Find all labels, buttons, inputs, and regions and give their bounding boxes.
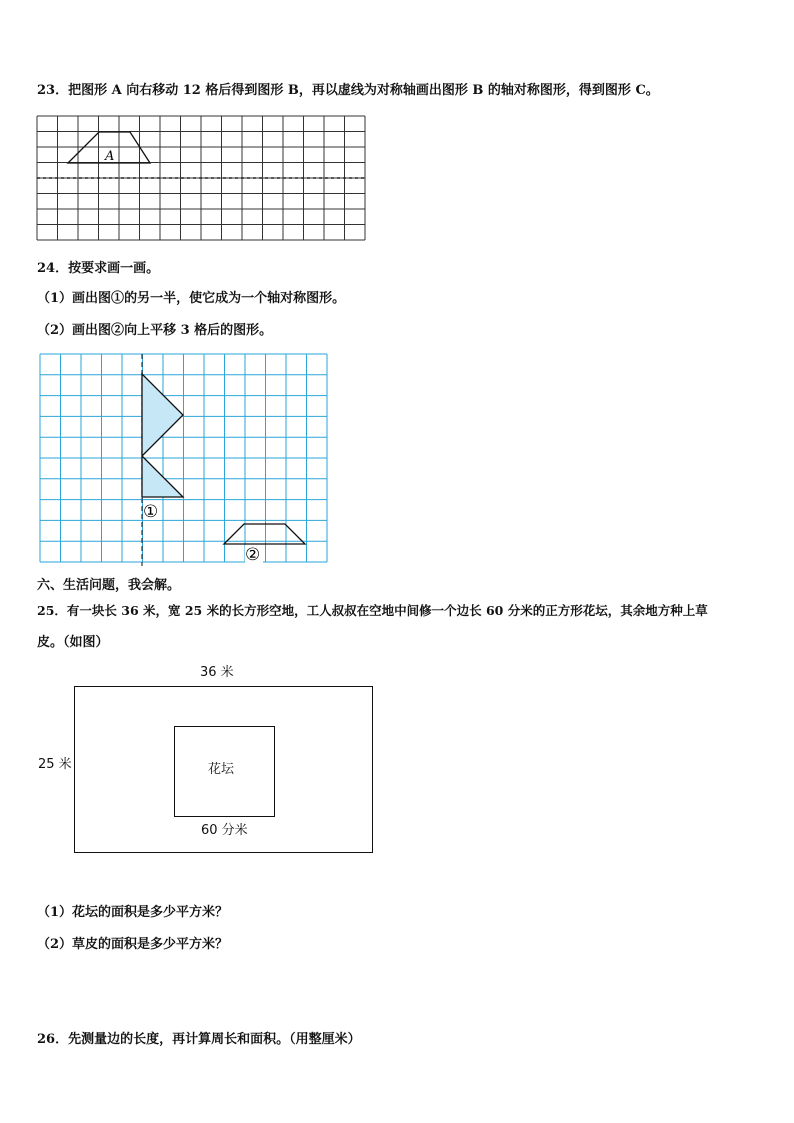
q24-grid-figure [40,354,330,566]
q23-text: 23．把图形 A 向右移动 12 格后得到图形 B，再以虚线为对称轴画出图形 B 的轴对称图形，得到图形 C。 [37,83,659,98]
q25-length-label: 36 米 [200,665,234,680]
q24-sub2-prefix: （2）画出图 [37,323,112,338]
q24-sub2 [37,322,272,340]
q24-sub1-prefix: （1）画出图 [37,291,112,306]
q24-text: 24．按要求画一画。 [37,261,160,276]
q26-text: 26．先测量边的长度，再计算周长和面积。（用整厘米） [37,1032,361,1047]
q25-sub1: （1）花坛的面积是多少平方米？ [37,905,229,920]
q25-text-line2: 皮。（如图） [37,635,109,650]
q23-grid-figure [37,116,367,242]
q25-sub2: （2）草皮的面积是多少平方米？ [37,937,229,952]
q24-sub1 [37,290,345,308]
q24-sub1-suffix: 的另一半，使它成为一个轴对称图形。 [124,291,346,306]
q24-sub1-mark: ① [111,291,125,306]
q24-sub2-suffix: 向上平移 3 格后的图形。 [124,323,273,338]
q24-figure-2-label: ② [245,545,261,565]
q25-side-label: 60 分米 [201,823,248,838]
q25-flowerbed-label: 花坛 [208,762,235,777]
q24-sub2-mark: ② [111,323,125,338]
q24-figure-1-label: ① [143,502,159,522]
q25-width-label: 25 米 [38,757,72,772]
q23-shape-label: A [105,149,115,164]
q25-text-line1: 25．有一块长 36 米，宽 25 米的长方形空地，工人叔叔在空地中间修一个边长 60 分米的正方形花坛，其余地方种上草 [37,603,708,618]
section-6-heading: 六、生活问题，我会解。 [37,578,181,593]
